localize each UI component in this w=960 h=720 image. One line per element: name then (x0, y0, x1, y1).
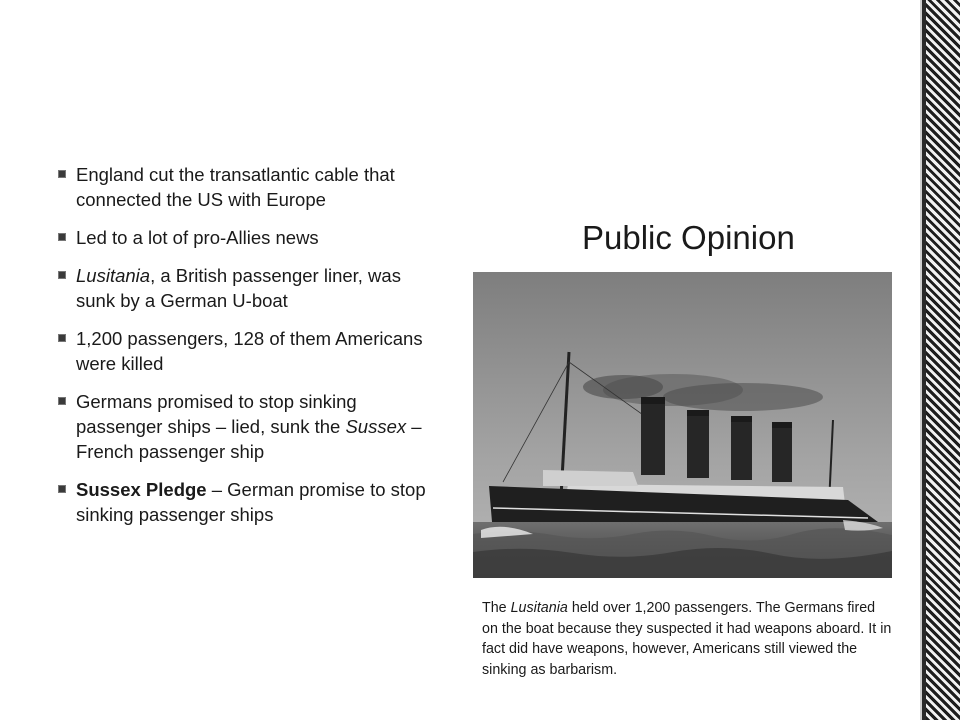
bullet-text: Led to a lot of pro-Allies news (76, 227, 319, 248)
bullet-text-italic: Sussex (345, 416, 407, 437)
square-bullet-icon (58, 170, 66, 178)
bullet-text: Germans promised to stop sinking passenger ships – lied, sunk the (76, 391, 357, 437)
bullet-text: 1,200 passengers, 128 of them Americans were killed (76, 328, 423, 374)
square-bullet-icon (58, 271, 66, 279)
bullet-item (56, 477, 426, 527)
caption-text: held over 1,200 passengers. The Germans fired on the boat because they suspected it had weapons aboard. It in fact did have weapons, however, Americans still viewed the sinking as barbarism. (482, 600, 892, 678)
photo-caption (482, 598, 892, 680)
square-bullet-icon (58, 233, 66, 241)
square-bullet-icon (58, 334, 66, 342)
bullet-item (56, 389, 426, 464)
bullet-text: , a British passenger liner, was sunk by a German U-boat (76, 265, 401, 311)
bullet-list (56, 162, 426, 540)
bullet-item (56, 162, 426, 212)
bullet-text-bold: Sussex Pledge (76, 479, 207, 500)
caption-text-italic: Lusitania (510, 600, 568, 616)
bullet-item (56, 225, 426, 250)
bullet-item (56, 326, 426, 376)
square-bullet-icon (58, 485, 66, 493)
decorative-border (926, 0, 960, 720)
ocean-liner-photo (473, 272, 892, 578)
bullet-text-italic: Lusitania (76, 265, 151, 286)
square-bullet-icon (58, 397, 66, 405)
bullet-text: – French passenger ship (76, 416, 422, 462)
caption-text: The (482, 600, 511, 616)
bullet-text: England cut the transatlantic cable that connected the US with Europe (76, 164, 395, 210)
bullet-item (56, 263, 426, 313)
bullet-text: – German promise to stop sinking passenger ships (76, 479, 426, 525)
slide-title: Public Opinion (582, 219, 795, 256)
